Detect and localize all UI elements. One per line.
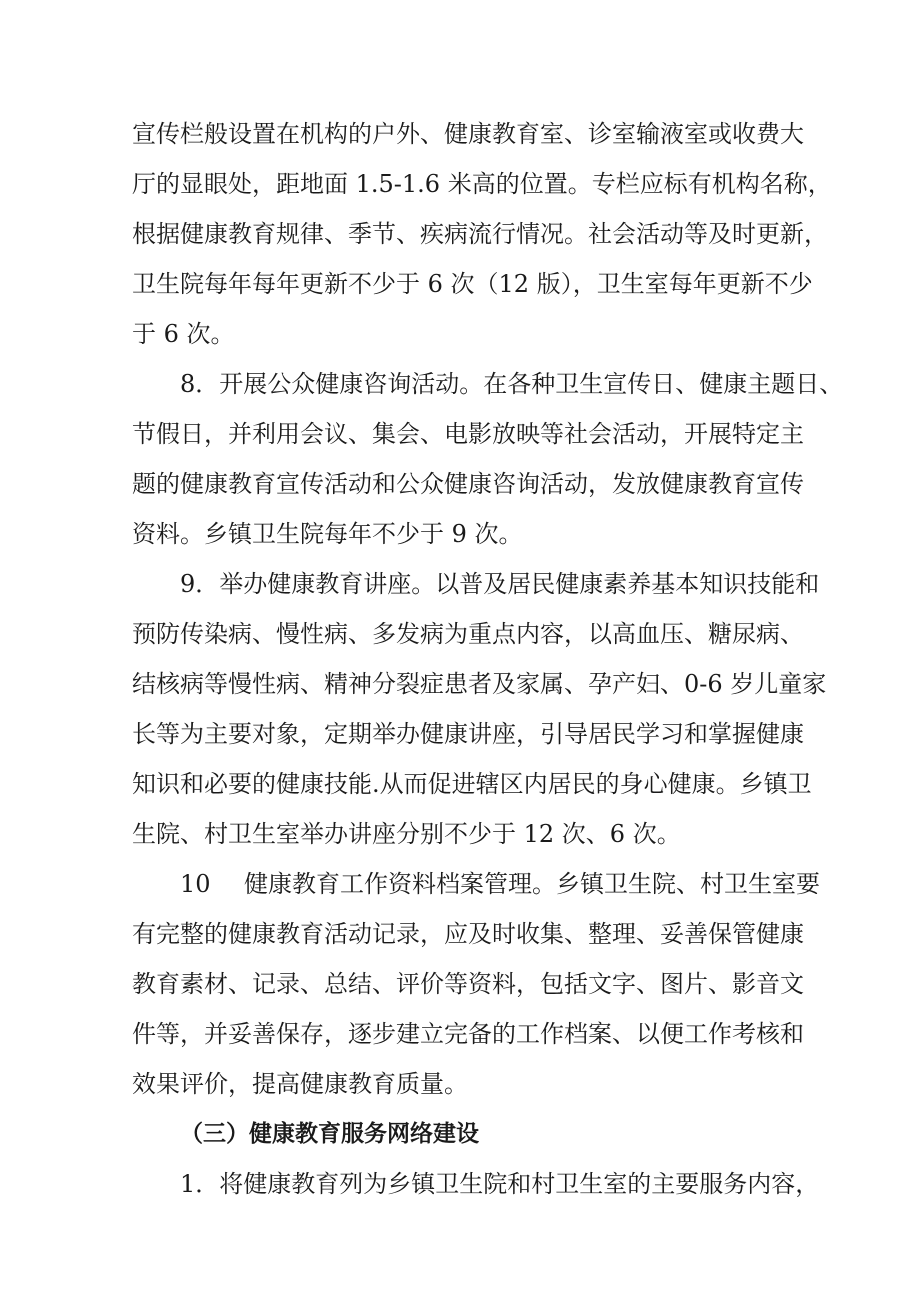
paragraph-text: 卫生院每年每年更新不少于 6 次（12 版），卫生室每年更新不少: [132, 270, 813, 298]
text-line: [0, 414, 920, 454]
text-line: [0, 914, 920, 954]
paragraph-text: 节假日，并利用会议、集会、电影放映等社会活动，开展特定主: [132, 420, 804, 448]
text-line: [0, 314, 920, 354]
text-line: [0, 114, 920, 154]
paragraph-text: 根据健康教育规律、季节、疾病流行情况。社会活动等及时更新，: [132, 220, 828, 248]
section-heading-line: [0, 1114, 920, 1154]
text-line: [0, 764, 920, 804]
paragraph-text: 8．开展公众健康咨询活动。在各种卫生宣传日、健康主题日、: [180, 370, 844, 398]
paragraph-text: 宣传栏般设置在机构的户外、健康教育室、诊室输液室或收费大: [132, 120, 804, 148]
text-line: [0, 614, 920, 654]
paragraph-text: 预防传染病、慢性病、多发病为重点内容，以高血压、糖尿病、: [132, 620, 804, 648]
text-line: [0, 1164, 920, 1204]
paragraph-text: 生院、村卫生室举办讲座分别不少于 12 次、6 次。: [132, 820, 681, 848]
paragraph-text: 知识和必要的健康技能.从而促进辖区内居民的身心健康。乡镇卫: [132, 770, 812, 798]
paragraph-text: 健康教育工作资料档案管理。乡镇卫生院、村卫生室要: [244, 870, 820, 898]
section-heading: （三）健康教育服务网络建设: [180, 1121, 479, 1147]
text-line: [0, 814, 920, 854]
text-line: [0, 1064, 920, 1104]
paragraph-text: 长等为主要对象，定期举办健康讲座，引导居民学习和掌握健康: [132, 720, 804, 748]
text-line: [0, 664, 920, 704]
text-line: [0, 514, 920, 554]
text-line: [0, 864, 920, 904]
text-line: [0, 364, 920, 404]
paragraph-text: 效果评价，提高健康教育质量。: [132, 1070, 468, 1098]
paragraph-text: 厅的显眼处，距地面 1.5-1.6 米高的位置。专栏应标有机构名称，: [132, 170, 832, 198]
text-line: [0, 164, 920, 204]
text-line: [0, 1014, 920, 1054]
text-line: [0, 714, 920, 754]
paragraph-text: 于 6 次。: [132, 320, 235, 348]
text-line: [0, 964, 920, 1004]
paragraph-text: 结核病等慢性病、精神分裂症患者及家属、孕产妇、0-6 岁儿童家: [132, 670, 827, 698]
text-line: [0, 214, 920, 254]
text-line: [0, 264, 920, 304]
paragraph-text: 教育素材、记录、总结、评价等资料，包括文字、图片、影音文: [132, 970, 804, 998]
paragraph-text: 9．举办健康教育讲座。以普及居民健康素养基本知识技能和: [180, 570, 820, 598]
paragraph-text: 1．将健康教育列为乡镇卫生院和村卫生室的主要服务内容，: [180, 1170, 820, 1198]
paragraph-text: 有完整的健康教育活动记录，应及时收集、整理、妥善保管健康: [132, 920, 804, 948]
paragraph-text: 资料。乡镇卫生院每年不少于 9 次。: [132, 520, 523, 548]
paragraph-text: 件等，并妥善保存，逐步建立完备的工作档案、以便工作考核和: [132, 1020, 804, 1048]
item-number: 10: [180, 870, 211, 898]
text-line: [0, 564, 920, 604]
paragraph-text: 题的健康教育宣传活动和公众健康咨询活动，发放健康教育宣传: [132, 470, 804, 498]
text-line: [0, 464, 920, 504]
